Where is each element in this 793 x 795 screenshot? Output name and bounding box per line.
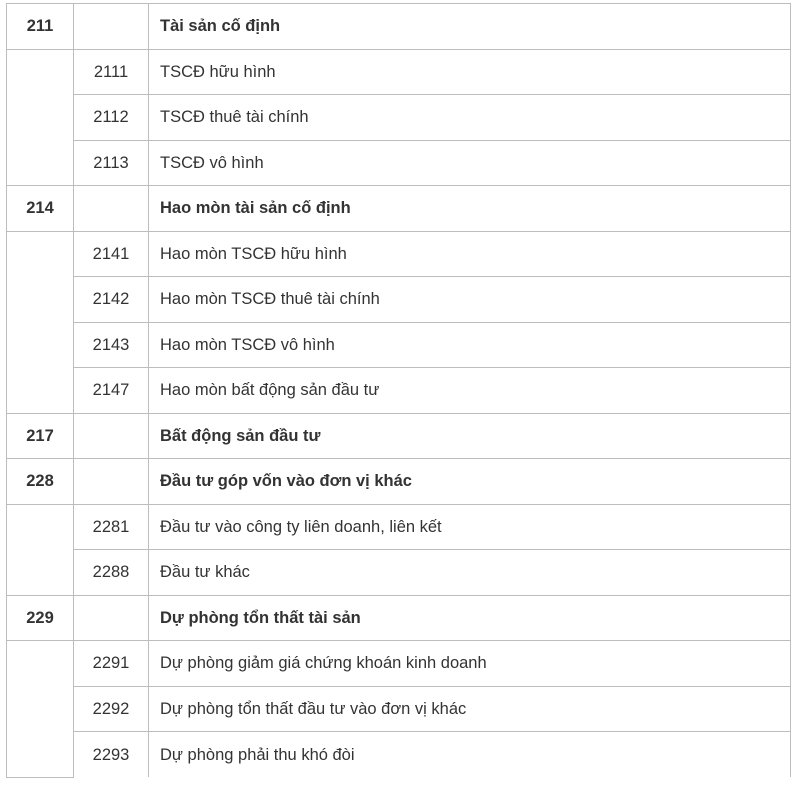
parent-code-spacer [7,231,74,413]
sub-account-name: Dự phòng tổn thất đầu tư vào đơn vị khác [149,686,791,732]
sub-account-code: 2291 [74,641,149,687]
sub-account-code: 2147 [74,368,149,414]
sub-account-code: 2143 [74,322,149,368]
account-table [6,3,791,778]
sub-account-code: 2293 [74,732,149,778]
parent-account-code: 211 [7,4,74,50]
sub-account-row [7,686,791,732]
sub-account-name: Đầu tư khác [149,550,791,596]
sub-account-code: 2112 [74,95,149,141]
parent-account-row [7,595,791,641]
sub-account-row [7,231,791,277]
parent-code-spacer [7,641,74,778]
sub-account-code-empty [74,413,149,459]
parent-account-row [7,186,791,232]
sub-account-row [7,732,791,778]
parent-account-code: 229 [7,595,74,641]
sub-account-name: Hao mòn TSCĐ thuê tài chính [149,277,791,323]
parent-account-row [7,459,791,505]
sub-account-code-empty [74,186,149,232]
parent-account-name: Hao mòn tài sản cố định [149,186,791,232]
parent-account-code: 228 [7,459,74,505]
sub-account-row [7,641,791,687]
sub-account-name: TSCĐ hữu hình [149,49,791,95]
sub-account-name: Dự phòng phải thu khó đòi [149,732,791,778]
sub-account-code: 2281 [74,504,149,550]
sub-account-code: 2141 [74,231,149,277]
sub-account-row [7,322,791,368]
account-table-body [7,4,791,778]
sub-account-row [7,550,791,596]
sub-account-name: TSCĐ thuê tài chính [149,95,791,141]
sub-account-row [7,277,791,323]
sub-account-row [7,504,791,550]
parent-account-name: Bất động sản đầu tư [149,413,791,459]
sub-account-code: 2111 [74,49,149,95]
parent-code-spacer [7,504,74,595]
sub-account-code-empty [74,4,149,50]
sub-account-name: Đầu tư vào công ty liên doanh, liên kết [149,504,791,550]
sub-account-code-empty [74,459,149,505]
sub-account-name: Hao mòn TSCĐ hữu hình [149,231,791,277]
sub-account-code: 2288 [74,550,149,596]
sub-account-name: Dự phòng giảm giá chứng khoán kinh doanh [149,641,791,687]
sub-account-name: Hao mòn bất động sản đầu tư [149,368,791,414]
sub-account-row [7,368,791,414]
parent-account-row [7,4,791,50]
sub-account-code: 2142 [74,277,149,323]
sub-account-code: 2113 [74,140,149,186]
sub-account-name: Hao mòn TSCĐ vô hình [149,322,791,368]
parent-account-row [7,413,791,459]
parent-code-spacer [7,49,74,186]
sub-account-row [7,140,791,186]
parent-account-code: 214 [7,186,74,232]
sub-account-row [7,95,791,141]
sub-account-row [7,49,791,95]
account-table-container [6,3,790,778]
parent-account-code: 217 [7,413,74,459]
sub-account-code-empty [74,595,149,641]
parent-account-name: Đầu tư góp vốn vào đơn vị khác [149,459,791,505]
parent-account-name: Tài sản cố định [149,4,791,50]
parent-account-name: Dự phòng tổn thất tài sản [149,595,791,641]
sub-account-name: TSCĐ vô hình [149,140,791,186]
sub-account-code: 2292 [74,686,149,732]
